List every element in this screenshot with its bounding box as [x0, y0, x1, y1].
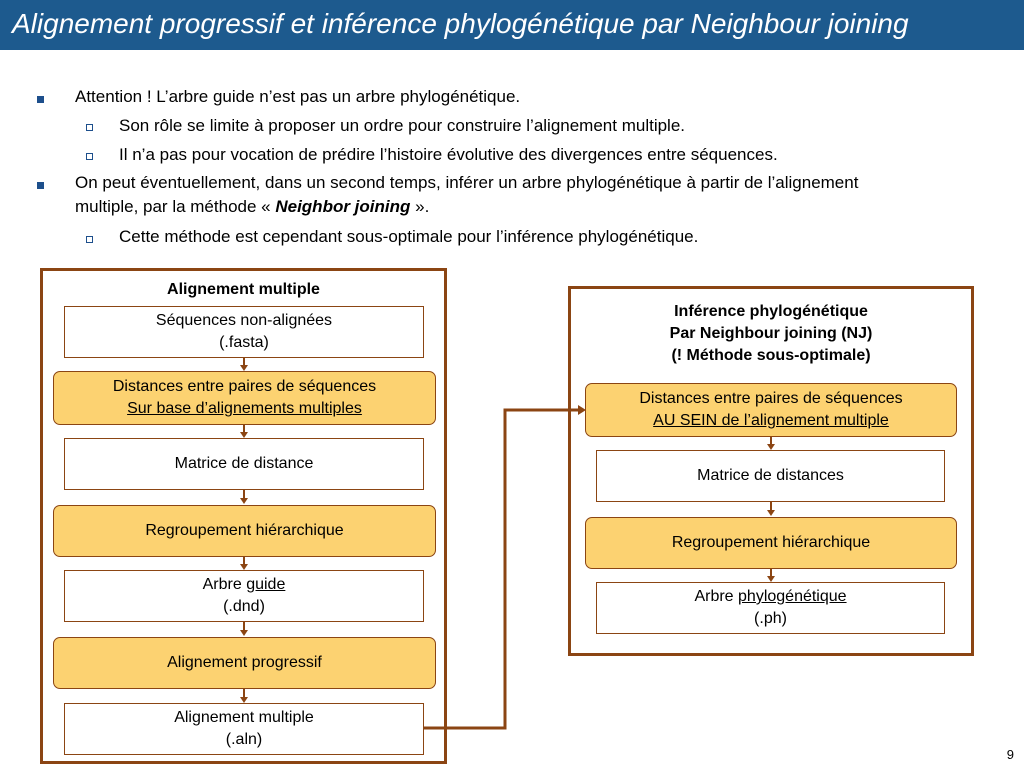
box-label: Distances entre paires de séquences	[112, 378, 377, 395]
box-label: Regroupement hiérarchique	[671, 534, 871, 551]
box-label: Matrice de distances	[697, 467, 844, 484]
box-label: Alignement progressif	[167, 654, 322, 671]
box-label: Matrice de distance	[174, 455, 314, 472]
box-label: Alignement multiple	[174, 709, 314, 726]
box-label: Regroupement hiérarchique	[145, 522, 344, 539]
right-panel-title-line-3: (! Méthode sous-optimale)	[671, 347, 871, 364]
nj-pairwise-distances-box	[585, 383, 957, 437]
box-sublabel: Sur base d’alignements multiples	[127, 400, 362, 417]
bullet-2-text-pre: multiple, par la méthode «	[75, 197, 276, 216]
box-sublabel: (.fasta)	[219, 334, 269, 351]
box-sublabel: AU SEIN de l’alignement multiple	[653, 412, 889, 429]
right-panel-title	[568, 301, 974, 367]
bullet-2-text-post: ».	[410, 197, 430, 216]
left-panel-title: Alignement multiple	[167, 281, 320, 298]
box-label	[694, 586, 846, 608]
arrow-down-icon	[770, 437, 772, 445]
right-panel-title-line-2: Par Neighbour joining (NJ)	[669, 325, 873, 342]
bullet-2-sub-1: Cette méthode est cependant sous-optimale pour l’inférence phylogénétique.	[119, 227, 699, 246]
box-label-text: Arbre	[694, 588, 739, 605]
phylogenetic-tree-box	[596, 582, 945, 634]
nj-distance-matrix-box	[596, 450, 945, 502]
box-sublabel: (.ph)	[754, 610, 787, 627]
page-number: 9	[1006, 747, 1014, 762]
box-sublabel: (.aln)	[225, 731, 263, 748]
arrow-down-icon	[770, 502, 772, 511]
box-label: Distances entre paires de séquences	[639, 390, 903, 407]
bullet-2-line-1: On peut éventuellement, dans un second temps, inférer un arbre phylogénétique à partir de l’alignement	[75, 173, 859, 192]
arrow-down-icon	[770, 569, 772, 577]
box-label-underlined: guide	[246, 576, 286, 593]
nj-hierarchical-clustering-box	[585, 517, 957, 569]
bullet-2-method-name: Neighbor joining	[275, 197, 411, 216]
box-sublabel: (.dnd)	[223, 598, 265, 615]
box-label-underlined: phylogénétique	[738, 588, 847, 605]
bullet-1-sub-2: Il n’a pas pour vocation de prédire l’histoire évolutive des divergences entre séquences.	[119, 145, 778, 164]
box-label-text: Arbre	[202, 576, 247, 593]
box-label: Séquences non-alignées	[155, 312, 333, 329]
slide-title: Alignement progressif et inférence phylogénétique par Neighbour joining	[12, 8, 909, 39]
bullet-1-sub-1: Son rôle se limite à proposer un ordre pour construire l’alignement multiple.	[119, 116, 686, 135]
bullet-1: Attention ! L’arbre guide n’est pas un arbre phylogénétique.	[75, 87, 521, 106]
right-panel-title-line-1: Inférence phylogénétique	[674, 303, 868, 320]
